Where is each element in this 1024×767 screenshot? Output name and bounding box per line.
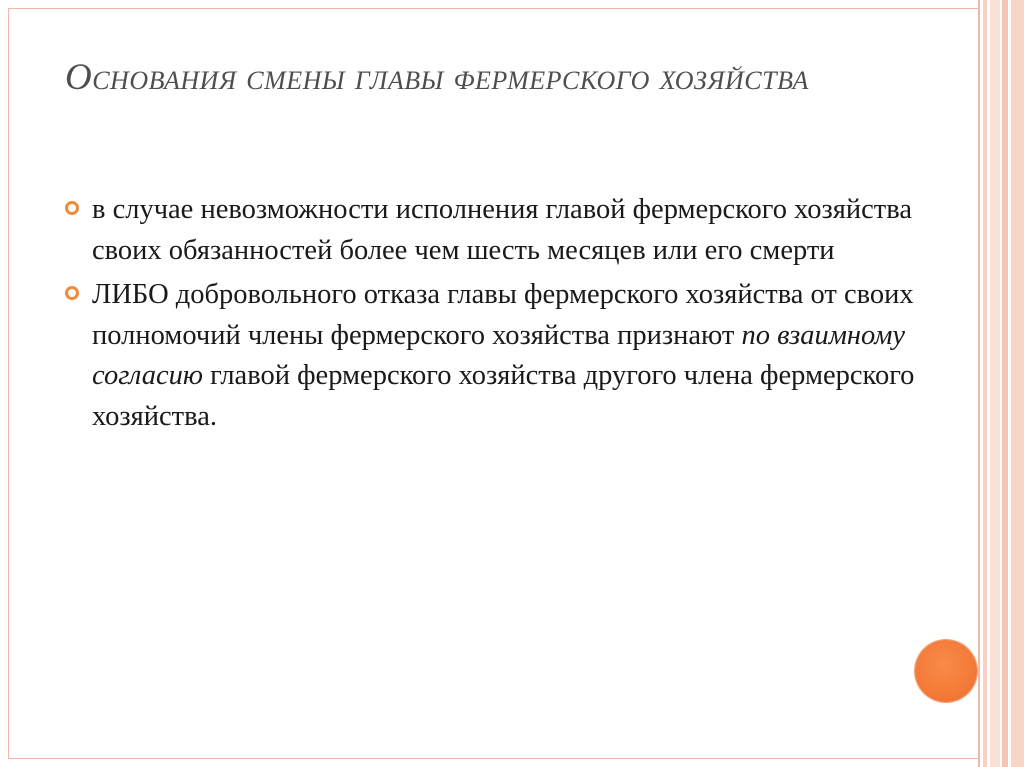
bullet-text-1: в случае невозможности исполнения главой фермерского хозяйства своих обязанностей более чем шесть месяцев или его смерти — [92, 194, 912, 266]
bullet-item-2 — [65, 275, 915, 437]
stripe-5 — [1011, 0, 1024, 767]
bullet-lead: ЛИБО — [92, 279, 169, 310]
frame-left-line — [8, 8, 9, 759]
bullet-circle-icon — [65, 201, 79, 215]
bullet-text-2a: добровольного отказа главы фермерского хозяйства от своих полномочий члены фермерского хозяйства признают — [92, 279, 914, 351]
bullet-emphasis: по взаимному согласию — [92, 319, 906, 391]
slide-title: Основания смены главы фермерского хозяйства — [65, 57, 809, 98]
stripe-1 — [978, 0, 980, 767]
stripe-3 — [990, 0, 1000, 767]
bullet-item-1 — [65, 190, 915, 271]
bullet-text-2b: главой фермерского хозяйства другого члена фермерского хозяйства. — [92, 360, 915, 432]
stripe-2 — [983, 0, 987, 767]
decorative-circle-icon — [915, 640, 977, 702]
stripe-4 — [1002, 0, 1008, 767]
bullet-circle-icon — [65, 286, 79, 300]
bullet-list — [65, 190, 915, 441]
frame-top-line — [8, 8, 978, 9]
frame-bottom-line — [8, 758, 978, 759]
